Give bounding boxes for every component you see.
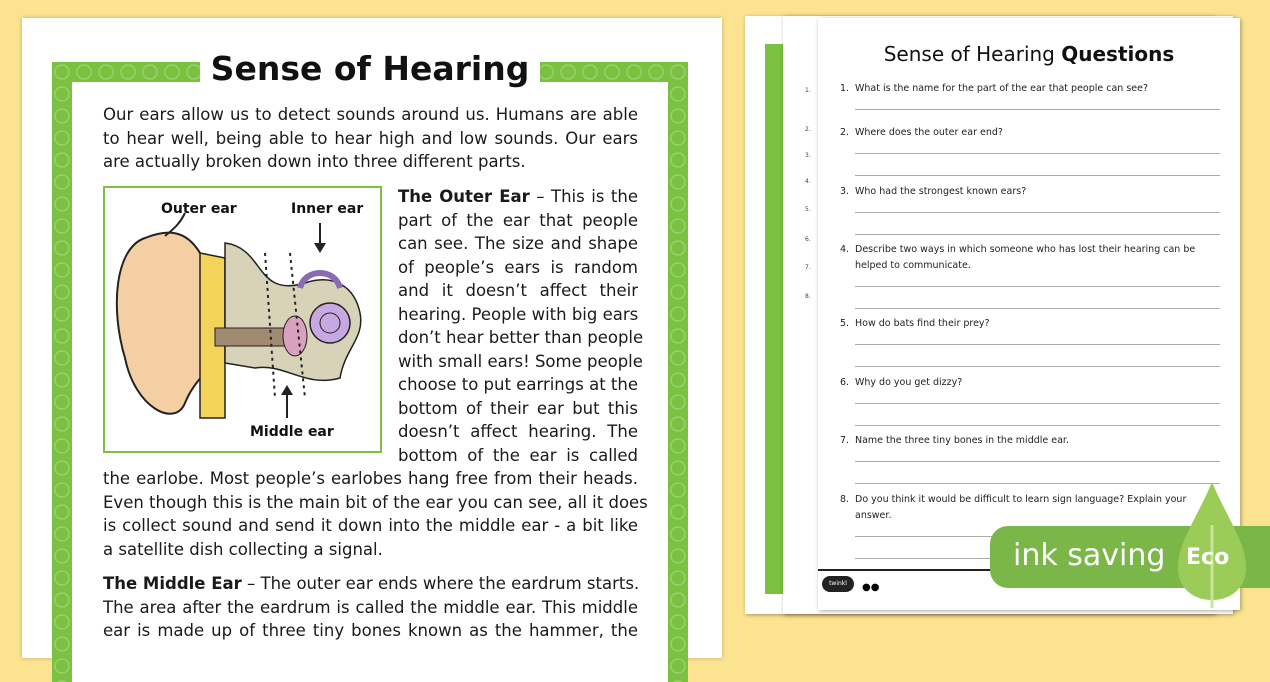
question-text: How do bats find their prey? [855, 318, 990, 329]
question-number: 8. [805, 293, 811, 300]
question-text: Why do you get dizzy? [855, 377, 963, 388]
question-text: What is the name for the part of the ear that people can see? [855, 83, 1149, 94]
text-line: hearing. People with big ears [398, 304, 639, 324]
question-number: 7. [805, 264, 811, 271]
text-line: with small ears! Some people [398, 351, 643, 371]
middle-ear-section [103, 572, 640, 640]
answer-line[interactable] [855, 483, 1220, 484]
outer-ear-first-line: The Outer Ear – This is the [398, 187, 638, 206]
ear-illustration [105, 188, 380, 451]
answer-line[interactable] [855, 344, 1220, 345]
question-number: 6. [805, 236, 811, 243]
text-line: a satellite dish collecting a signal. [103, 539, 383, 559]
question-number: 2. [840, 127, 850, 138]
text-line: Even though this is the main bit of the ear you can see, all it does [103, 492, 648, 512]
middle-ear-first-line: The Middle Ear – The outer ear ends where the eardrum starts. [103, 574, 640, 593]
text-line: are actually broken down into three different parts. [103, 152, 526, 171]
question-number: 3. [805, 152, 811, 159]
green-border [765, 44, 783, 594]
eco-label: Eco [1186, 545, 1230, 570]
text-line: to hear well, being able to hear high and low sounds. Our ears [103, 128, 638, 148]
page-dots: ●● [862, 582, 880, 593]
label-inner-ear: Inner ear [291, 201, 364, 217]
question-number: 1. [805, 87, 811, 94]
answer-line[interactable] [855, 175, 1220, 176]
text-line: ear is made up of three tiny bones known as the hammer, the [103, 621, 638, 640]
question-number: 2. [805, 126, 811, 133]
ear-diagram [103, 186, 382, 453]
question-number: 3. [840, 186, 850, 197]
question-number: 8. [840, 494, 850, 505]
answer-line[interactable] [855, 234, 1220, 235]
intro-paragraph [103, 103, 638, 174]
text-line: is collect sound and send it down into the middle ear - a bit like [103, 516, 638, 535]
question-text: Do you think it would be difficult to learn sign language? Explain your [855, 494, 1187, 505]
text-line: choose to put earrings at the [398, 375, 638, 394]
text-line: doesn’t affect hearing. The [398, 422, 638, 441]
page-title: Sense of Hearing [210, 49, 530, 88]
question-number: 6. [840, 377, 850, 388]
question-text: Name the three tiny bones in the middle ear. [855, 435, 1069, 446]
eco-badge-text: ink saving [1013, 538, 1166, 573]
question-number: 1. [840, 83, 850, 94]
text-line: bottom of their ear but this [398, 398, 638, 418]
text-line: and it doesn’t affect their [398, 281, 638, 300]
answer-line[interactable] [855, 153, 1220, 154]
question-number: 5. [840, 318, 850, 329]
question-text: Describe two ways in which someone who has lost their hearing can be [855, 244, 1196, 255]
text-line: of people’s ears is random [398, 257, 638, 277]
outer-ear-continued [103, 467, 648, 561]
answer-line[interactable] [855, 286, 1220, 287]
question-text: Where does the outer ear end? [855, 127, 1003, 138]
text-line: the earlobe. Most people’s earlobes hang free from their heads. [103, 469, 638, 488]
footer-rule [818, 569, 998, 571]
answer-line[interactable] [855, 109, 1220, 110]
answer-line[interactable] [855, 308, 1220, 309]
text-line: The area after the eardrum is called the middle ear. This middle [103, 597, 638, 617]
label-outer-ear: Outer ear [161, 201, 237, 217]
outer-ear-section [398, 185, 644, 467]
text-line: Our ears allow us to detect sounds around us. Humans are able [103, 105, 638, 124]
question-number: 4. [805, 178, 811, 185]
answer-line[interactable] [855, 212, 1220, 213]
question-number: 4. [840, 244, 850, 255]
questions-title: Sense of Hearing Questions [883, 42, 1175, 66]
answer-line[interactable] [855, 461, 1220, 462]
text-line: don’t hear better than people [398, 328, 644, 347]
answer-line[interactable] [855, 425, 1220, 426]
question-text: Who had the strongest known ears? [855, 186, 1027, 197]
question-text: answer. [855, 510, 892, 521]
text-line: part of the ear that people [398, 210, 638, 230]
question-text: helped to communicate. [855, 260, 971, 271]
answer-line[interactable] [855, 366, 1220, 367]
label-middle-ear: Middle ear [250, 424, 334, 440]
text-line: can see. The size and shape [398, 234, 638, 253]
text-line: bottom of the ear is called [398, 445, 638, 465]
question-number: 5. [805, 206, 811, 213]
answer-line[interactable] [855, 403, 1220, 404]
twinkl-logo: twinkl [822, 576, 854, 592]
question-number: 7. [840, 435, 850, 446]
